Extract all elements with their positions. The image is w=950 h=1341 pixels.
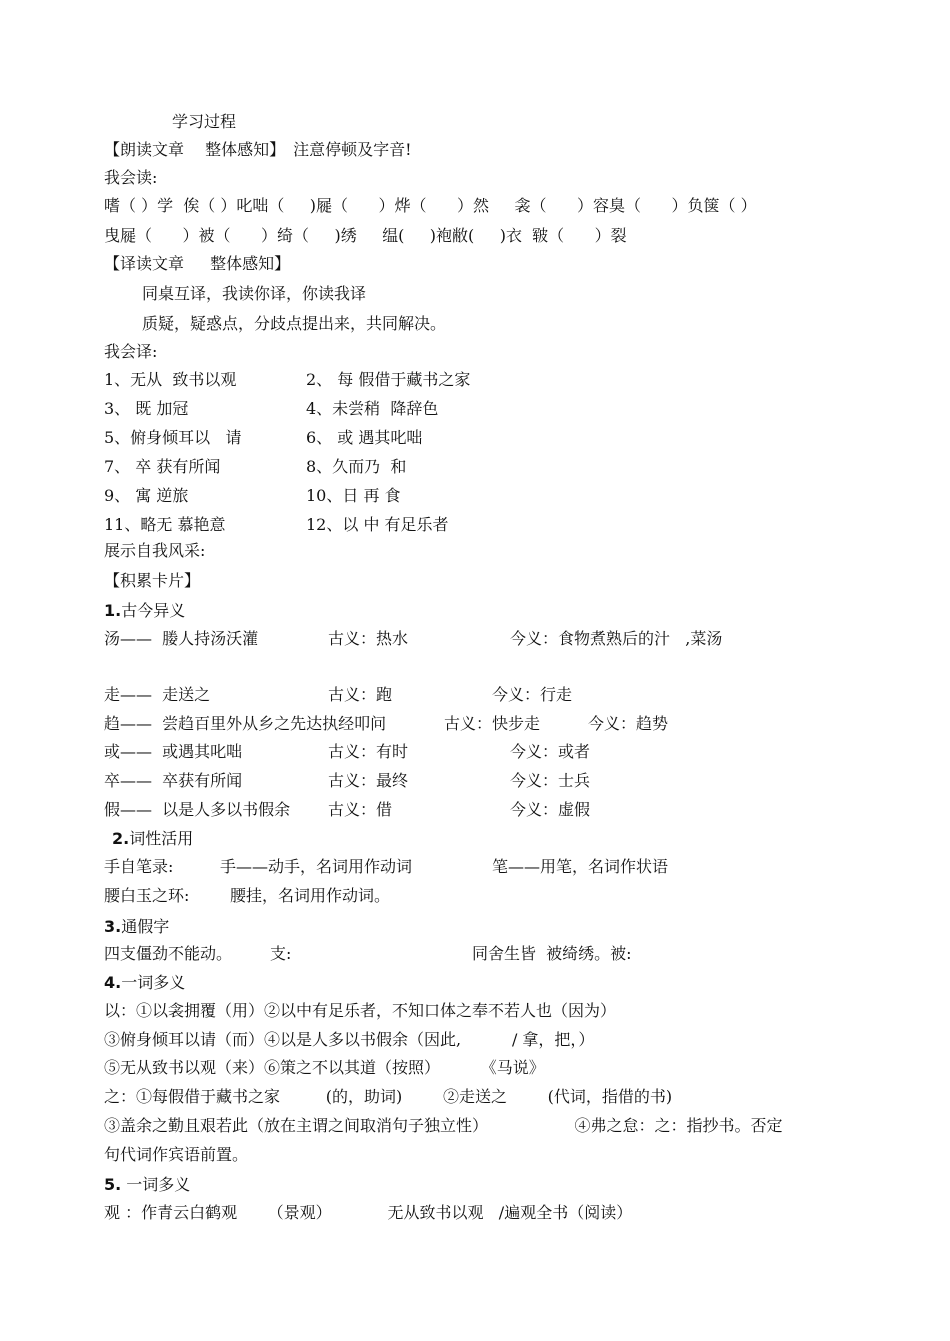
translation-item: 1、无从 致书以观 — [104, 370, 237, 389]
huoyong-explanation: 笔——用笔，名词作状语 — [492, 857, 669, 876]
translation-label: 我会译: — [104, 342, 158, 361]
translation-item: 11、略无 慕艳意 — [104, 515, 226, 534]
subheading-text: 通假字 — [121, 917, 170, 936]
polysemy-line: ③盖余之勤且艰若此（放在主谓之间取消句子独立性） ④弗之怠：之：指抄书。否定 — [104, 1116, 783, 1135]
subheading-tongjia — [104, 917, 169, 937]
instruction-line-2: 质疑，疑惑点，分歧点提出来，共同解决。 — [142, 314, 447, 333]
section-heading-reading: 【朗读文章 整体感知】 注意停顿及字音! — [104, 140, 412, 159]
reading-label: 我会读: — [104, 168, 158, 187]
subheading-number: 1. — [104, 601, 122, 620]
instruction-line-1: 同桌互译，我读你译，你读我译 — [142, 284, 367, 303]
translation-item: 7、 卒 获有所闻 — [104, 457, 221, 476]
huoyong-explanation: 腰挂，名词用作动词。 — [230, 886, 391, 905]
polysemy-line: ③俯身倾耳以请（而）④以是人多以书假余（因此, / 拿，把，） — [104, 1030, 595, 1049]
tongjia-blank: 支: — [270, 944, 292, 963]
subheading-text: 词性活用 — [129, 829, 194, 848]
polysemy-line: 以：①以衾拥覆（用）②以中有足乐者，不知口体之奉不若人也（因为） — [104, 1001, 617, 1020]
subheading-text: 一词多义 — [121, 1175, 191, 1194]
translation-item: 10、日 再 食 — [306, 486, 401, 505]
gujin-ancient: 古义：有时 — [328, 742, 409, 761]
polysemy-line: 句代词作宾语前置。 — [104, 1145, 249, 1164]
translation-item: 6、 或 遇其叱咄 — [306, 428, 423, 447]
gujin-word: 趋—— 尝趋百里外从乡之先达执经叩问 — [104, 714, 387, 733]
gujin-modern: 今义：士兵 — [510, 771, 591, 790]
section-heading-translation: 【译读文章 整体感知】 — [104, 254, 291, 273]
gujin-word: 或—— 或遇其叱咄 — [104, 742, 243, 761]
subheading-number: 3. — [104, 917, 122, 936]
subheading-text: 一词多义 — [121, 973, 186, 992]
tongjia-sentence: 四支僵劲不能动。 — [104, 944, 233, 963]
gujin-word: 卒—— 卒获有所闻 — [104, 771, 243, 790]
gujin-ancient: 古义：最终 — [328, 771, 409, 790]
gujin-word: 走—— 走送之 — [104, 685, 211, 704]
huoyong-phrase: 手自笔录: — [104, 857, 174, 876]
translation-item: 12、以 中 有足乐者 — [306, 515, 449, 534]
showcase-label: 展示自我风采: — [104, 541, 206, 560]
gujin-ancient: 古义：快步走 — [444, 714, 541, 733]
gujin-ancient: 古义：跑 — [328, 685, 393, 704]
subheading-ancient-modern — [104, 601, 185, 621]
polysemy-line: 之：①每假借于藏书之家 (的，助词) ②走送之 (代词，指借的书) — [104, 1087, 673, 1106]
gujin-modern: 今义：虚假 — [510, 800, 591, 819]
polysemy-guan-line: 观 ：作青云白鹤观 （景观） 无从致书以观 /遍观全书（阅读） — [104, 1203, 633, 1222]
gujin-word: 汤—— 媵人持汤沃灌 — [104, 629, 259, 648]
translation-item: 2、 每 假借于藏书之家 — [306, 370, 471, 389]
polysemy-line: ⑤无从致书以观（来）⑥策之不以其道（按照） 《马说》 — [104, 1058, 545, 1077]
translation-item: 5、俯身倾耳以 请 — [104, 428, 242, 447]
translation-item: 3、 既 加冠 — [104, 399, 189, 418]
subheading-part-of-speech — [112, 829, 193, 849]
pronunciation-line-1: 嗜（ ）学 俟（ ）叱咄（ )屣（ ）烨（ ）然 衾（ ）容臭（ ）负箧（ ） — [104, 196, 757, 215]
translation-item: 9、 寓 逆旅 — [104, 486, 189, 505]
gujin-modern: 今义：或者 — [510, 742, 591, 761]
subheading-polysemy — [104, 973, 185, 993]
gujin-modern: 今义：趋势 — [588, 714, 669, 733]
translation-item: 8、久而乃 和 — [306, 457, 407, 476]
pronunciation-line-2: 曳屣（ ）被（ ）绮（ )绣 缊( )袍敝( )衣 皲（ ）裂 — [104, 226, 627, 245]
gujin-ancient: 古义：借 — [328, 800, 393, 819]
gujin-ancient: 古义：热水 — [328, 629, 409, 648]
gujin-modern: 今义：行走 — [492, 685, 573, 704]
translation-item: 4、未尝稍 降辞色 — [306, 399, 439, 418]
huoyong-phrase: 腰白玉之环: — [104, 886, 190, 905]
gujin-word: 假—— 以是人多以书假余 — [104, 800, 291, 819]
tongjia-sentence: 同舍生皆 被绮绣。被: — [472, 944, 632, 963]
huoyong-explanation: 手——动手，名词用作动词 — [220, 857, 413, 876]
section-heading-accumulation: 【积累卡片】 — [104, 571, 201, 590]
subheading-polysemy-2 — [104, 1175, 190, 1195]
subheading-text: 古今异义 — [121, 601, 186, 620]
subheading-number: 2. — [112, 829, 130, 848]
subheading-number: 4. — [104, 973, 122, 992]
subheading-number: 5. — [104, 1175, 122, 1194]
page-title: 学习过程 — [172, 112, 237, 131]
gujin-modern: 今义：食物煮熟后的汁 ,菜汤 — [510, 629, 723, 648]
